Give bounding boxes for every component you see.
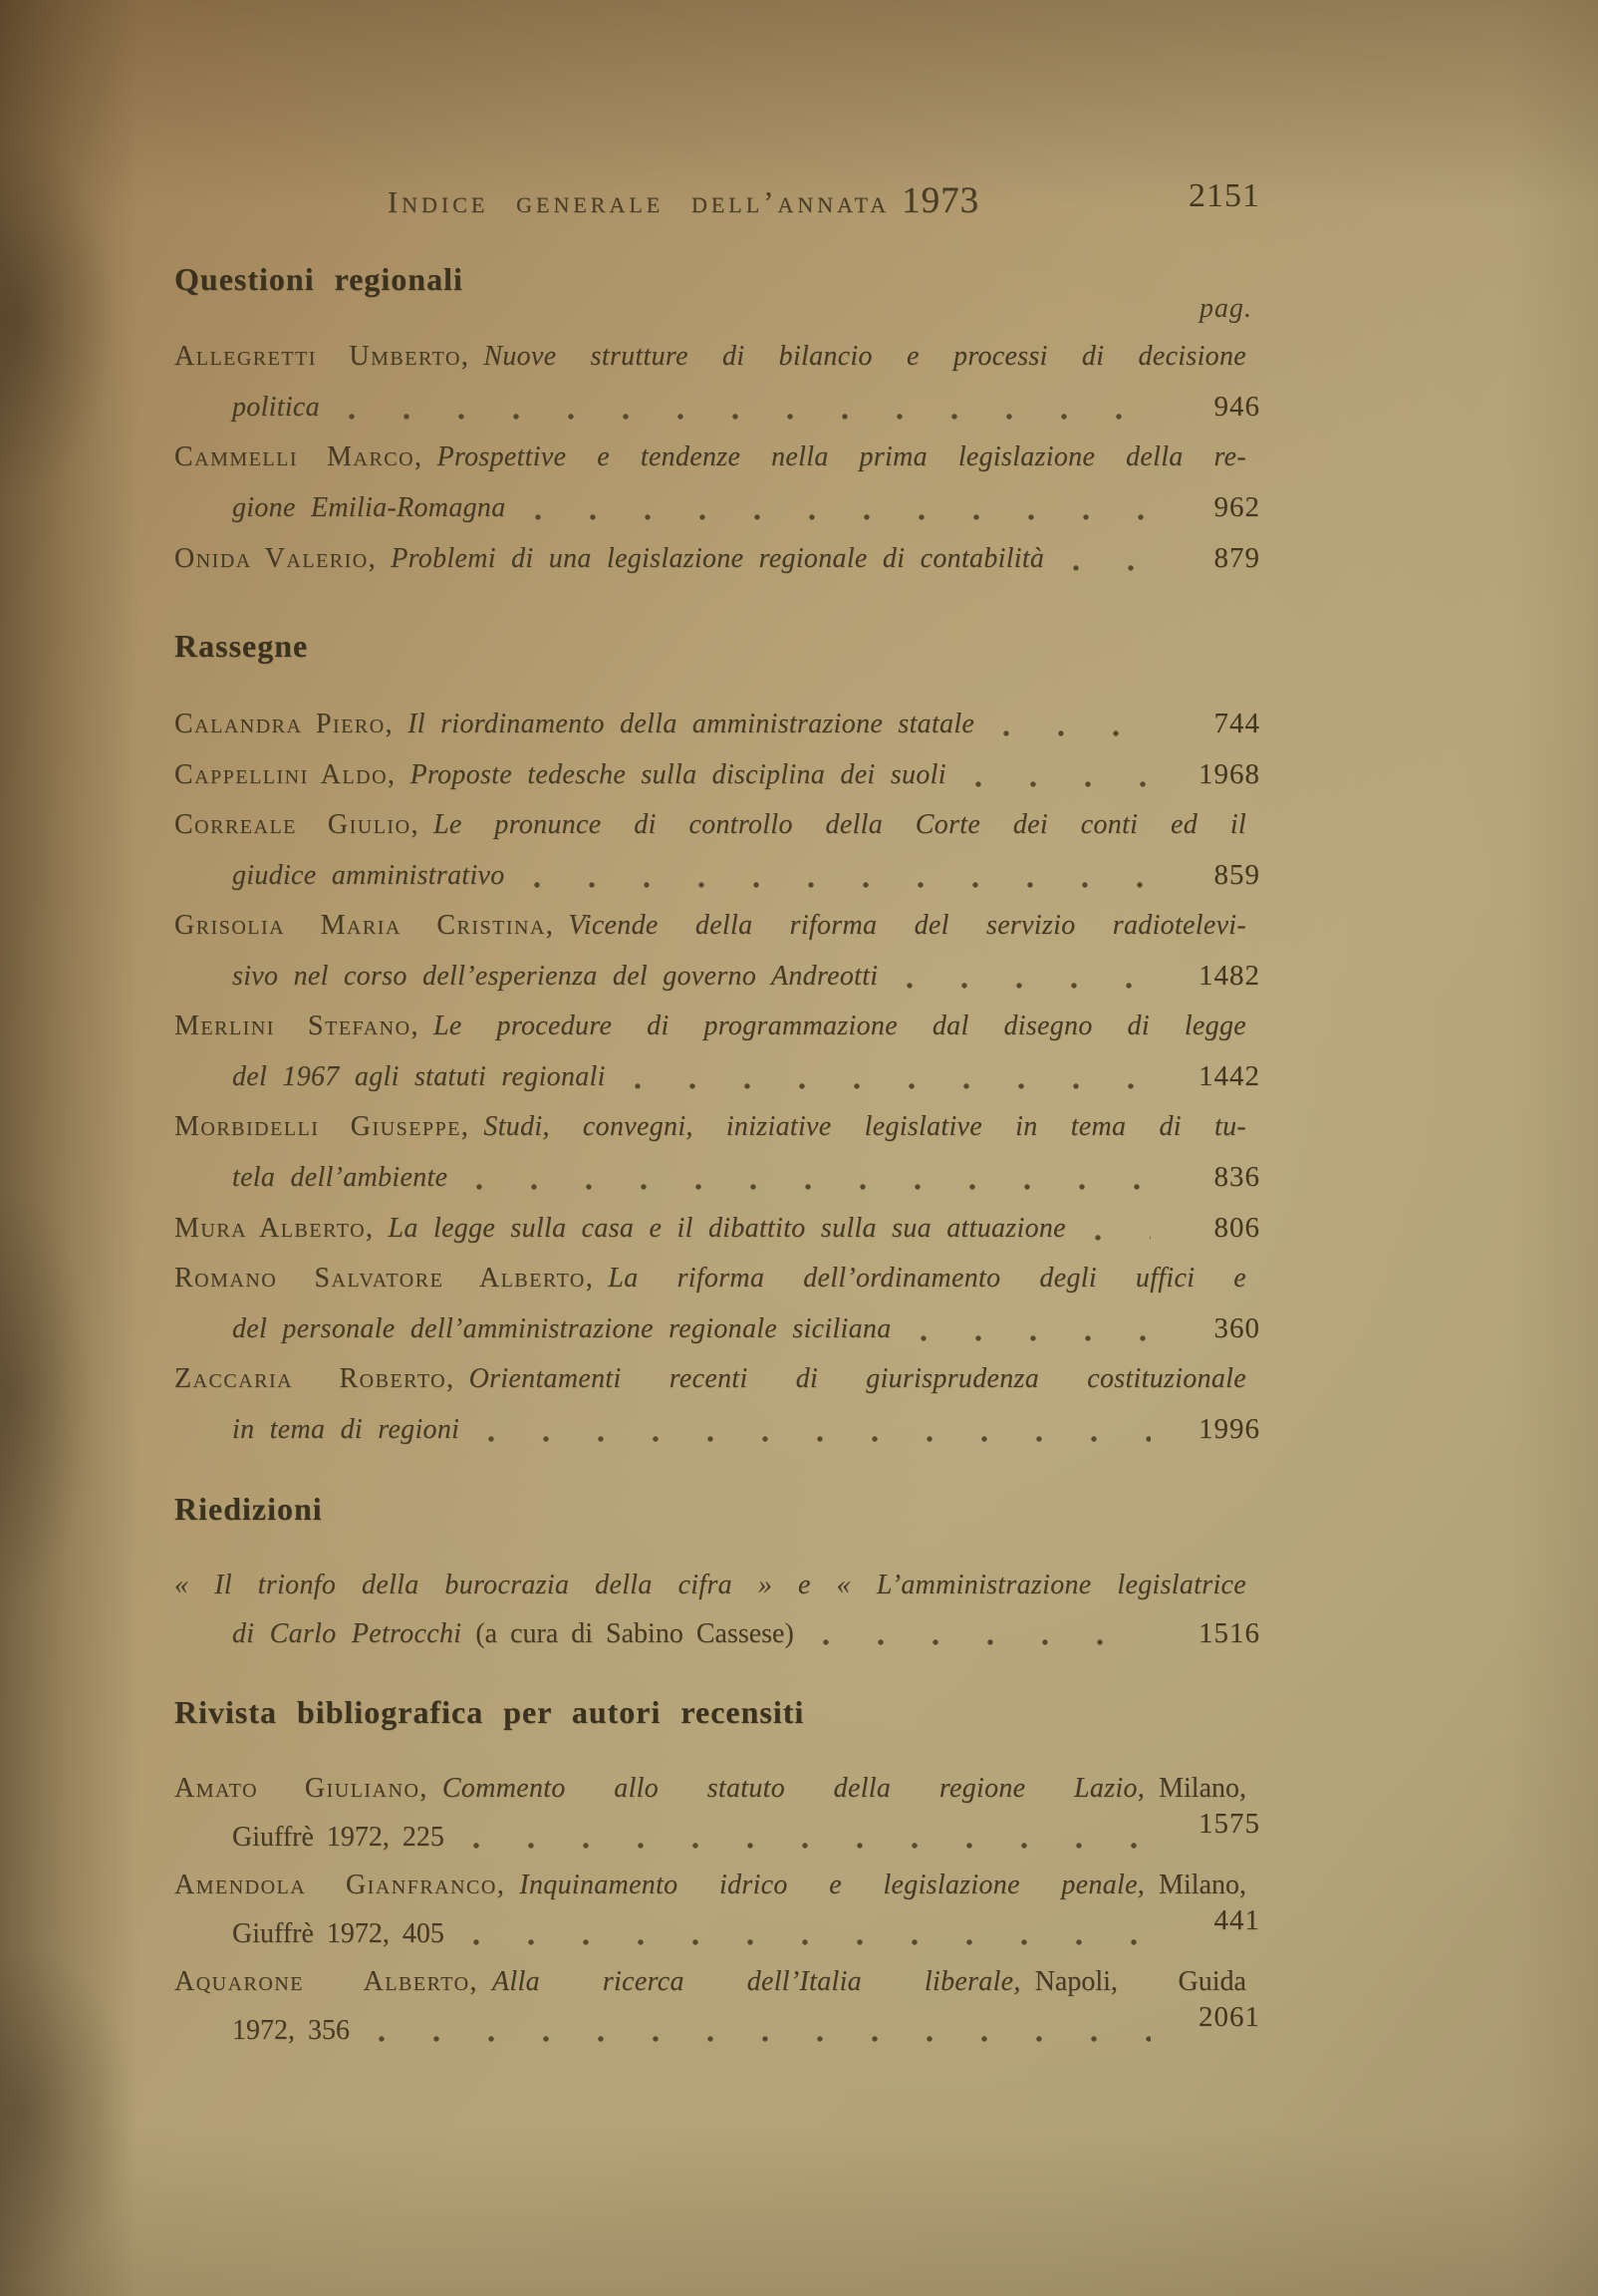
entry-title-italic: La riforma dell’ordinamento degli uffici e bbox=[608, 1263, 1247, 1293]
entry-author: Amato Giuliano, bbox=[174, 1773, 428, 1804]
entry-author: Cappellini Aldo, bbox=[174, 759, 397, 790]
entry-title-italic: Problemi di una legislazione regionale di contabilità bbox=[391, 543, 1045, 574]
entry-first-line bbox=[174, 1765, 1260, 1813]
entry-author: Correale Giulio, bbox=[174, 809, 420, 840]
entry-page-number: 360 bbox=[1213, 1312, 1260, 1344]
entry-title-italic: Le procedure di programmazione dal disegno di legge bbox=[433, 1010, 1246, 1041]
index-entry bbox=[174, 1254, 1260, 1354]
entry-author: Calandra Piero, bbox=[174, 709, 395, 739]
entry-page-number: 1968 bbox=[1198, 758, 1260, 790]
entry-title-italic: Orientamenti recenti di giurisprudenza costituzionale bbox=[468, 1363, 1246, 1394]
dot-leader bbox=[533, 881, 1151, 889]
entry-author: Mura Alberto, bbox=[174, 1213, 375, 1244]
entry-page-number: 806 bbox=[1213, 1212, 1260, 1244]
entry-continuation-italic: tela dell’ambiente bbox=[232, 1162, 448, 1193]
page-title-text: Indice generale dell’annata bbox=[387, 184, 891, 219]
entry-first-line bbox=[174, 699, 1260, 749]
entry-page-number: 441 bbox=[1213, 1904, 1260, 1936]
section-entries bbox=[174, 1765, 1260, 2055]
entry-page-number: 946 bbox=[1213, 391, 1260, 423]
index-entry bbox=[174, 432, 1260, 533]
entry-page-number: 1996 bbox=[1198, 1413, 1260, 1445]
dot-leader bbox=[974, 780, 1151, 788]
dot-leader bbox=[378, 2035, 1151, 2043]
entry-first-line bbox=[174, 901, 1260, 951]
entry-author: Onida Valerio, bbox=[174, 543, 378, 574]
section-heading: Rivista bibliografica per autori recensiti bbox=[174, 1694, 805, 1730]
entry-author: Allegretti Umberto, bbox=[174, 341, 470, 372]
dot-leader bbox=[472, 1938, 1151, 1946]
entry-continuation-italic: politica bbox=[232, 392, 320, 423]
entry-second-line bbox=[174, 1303, 1260, 1354]
page-title-year: 1973 bbox=[902, 180, 980, 221]
index-section bbox=[174, 261, 1260, 584]
entry-author: Morbidelli Giuseppe, bbox=[174, 1111, 470, 1142]
entry-page-number: 962 bbox=[1213, 491, 1260, 523]
entry-first-line bbox=[174, 533, 1260, 584]
entry-continuation-italic: sivo nel corso dell’esperienza del governo Andreotti bbox=[232, 961, 879, 992]
entry-second-line bbox=[174, 1152, 1260, 1203]
section-heading: Rassegne bbox=[174, 628, 309, 664]
running-header bbox=[174, 179, 1260, 223]
index-entry bbox=[174, 1765, 1260, 1862]
entry-continuation-italic: gione Emilia-Romagna bbox=[232, 492, 506, 523]
section-heading: Riedizioni bbox=[174, 1491, 323, 1527]
index-entry bbox=[174, 1002, 1260, 1102]
entry-first-line bbox=[174, 432, 1260, 482]
dot-leader bbox=[348, 413, 1151, 421]
index-entry bbox=[174, 533, 1260, 584]
entry-title-italic: Prospettive e tendenze nella prima legislazione della re- bbox=[436, 441, 1246, 472]
dot-leader bbox=[1094, 1234, 1151, 1242]
section-entries bbox=[174, 699, 1260, 1455]
entry-author: Amendola Gianfranco, bbox=[174, 1869, 506, 1900]
dot-leader bbox=[1002, 729, 1151, 737]
entry-first-line bbox=[174, 1002, 1260, 1051]
entry-first-line bbox=[174, 1862, 1260, 1909]
entry-title-italic: La legge sulla casa e il dibattito sulla sua attuazione bbox=[388, 1213, 1066, 1244]
entry-first-line bbox=[174, 1254, 1260, 1303]
index-section bbox=[174, 628, 1260, 1455]
index-section bbox=[174, 1491, 1260, 1658]
entry-first-line bbox=[174, 1203, 1260, 1254]
dot-leader bbox=[906, 982, 1151, 990]
entry-first-line bbox=[174, 1102, 1260, 1152]
entry-author: Merlini Stefano, bbox=[174, 1010, 420, 1041]
entry-author: Cammelli Marco, bbox=[174, 441, 423, 472]
dot-leader bbox=[634, 1082, 1151, 1090]
index-section bbox=[174, 1694, 1260, 2055]
entry-page-number: 1482 bbox=[1198, 960, 1260, 992]
entry-page-number: 859 bbox=[1213, 859, 1260, 891]
entry-title-italic: Il riordinamento della amministrazione statale bbox=[407, 709, 975, 739]
entry-second-line bbox=[174, 951, 1260, 1002]
dot-leader bbox=[475, 1183, 1151, 1191]
dot-leader bbox=[1072, 564, 1151, 572]
entry-author: Aquarone Alberto, bbox=[174, 1966, 479, 1997]
page-title bbox=[140, 179, 1226, 222]
index-entry bbox=[174, 901, 1260, 1002]
entry-second-line bbox=[174, 850, 1260, 901]
entry-title-roman: Milano, bbox=[1159, 1773, 1247, 1804]
dot-leader bbox=[472, 1842, 1151, 1850]
entry-author: Zaccaria Roberto, bbox=[174, 1363, 455, 1394]
index-entry bbox=[174, 1862, 1260, 1958]
entry-title-italic: Studi, convegni, iniziative legislative in tema di tu- bbox=[483, 1111, 1247, 1142]
entry-continuation-italic: giudice amministrativo bbox=[232, 860, 505, 891]
entry-page-number: 1575 bbox=[1198, 1808, 1260, 1840]
index-entry bbox=[174, 749, 1260, 800]
entry-second-line bbox=[174, 482, 1260, 533]
pag-column-label: pag. bbox=[1199, 293, 1252, 324]
entry-continuation-italic: del 1967 agli statuti regionali bbox=[232, 1061, 606, 1092]
index-entry bbox=[174, 332, 1260, 432]
entry-page-number: 836 bbox=[1213, 1161, 1260, 1193]
entry-page-number: 1442 bbox=[1198, 1060, 1260, 1092]
entry-author: Romano Salvatore Alberto, bbox=[174, 1263, 595, 1293]
entry-second-line bbox=[174, 1808, 1260, 1862]
entry-title-italic: Vicende della riforma del servizio radiotelevi- bbox=[568, 910, 1246, 941]
index-entry bbox=[174, 1562, 1260, 1658]
entry-page-number: 1516 bbox=[1198, 1617, 1260, 1649]
entry-continuation-roman: 1972, 356 bbox=[232, 2015, 350, 2046]
entry-second-line bbox=[174, 1051, 1260, 1102]
entry-author: Grisolia Maria Cristina, bbox=[174, 910, 555, 941]
entry-second-line bbox=[174, 1609, 1260, 1658]
entry-continuation-italic: di Carlo Petrocchi bbox=[232, 1618, 462, 1649]
entry-title-italic: Le pronunce di controllo della Corte dei conti ed il bbox=[433, 809, 1246, 840]
index-sections bbox=[174, 0, 1260, 2055]
index-entry bbox=[174, 699, 1260, 749]
dot-leader bbox=[487, 1435, 1151, 1443]
index-entry bbox=[174, 800, 1260, 901]
entry-first-line bbox=[174, 1958, 1260, 2006]
index-entry bbox=[174, 1354, 1260, 1455]
folio-page-number: 2151 bbox=[1189, 177, 1260, 214]
entry-title-italic: Proposte tedesche sulla disciplina dei suoli bbox=[409, 759, 946, 790]
entry-second-line bbox=[174, 382, 1260, 432]
section-heading: Questioni regionali bbox=[174, 261, 463, 297]
index-entry bbox=[174, 1102, 1260, 1203]
entry-title-roman: Napoli, Guida bbox=[1034, 1966, 1246, 1997]
section-entries bbox=[174, 1562, 1260, 1658]
entry-first-line bbox=[174, 800, 1260, 850]
index-entry bbox=[174, 1203, 1260, 1254]
dot-leader bbox=[534, 513, 1151, 521]
entry-second-line bbox=[174, 1904, 1260, 1958]
entry-second-line bbox=[174, 2001, 1260, 2055]
entry-page-number: 879 bbox=[1213, 542, 1260, 574]
entry-title-italic: Inquinamento idrico e legislazione penale, bbox=[519, 1869, 1146, 1900]
dot-leader bbox=[822, 1638, 1151, 1646]
entry-continuation-roman: Giuffrè 1972, 225 bbox=[232, 1822, 444, 1853]
entry-page-number: 2061 bbox=[1198, 2001, 1260, 2033]
entry-page-number: 744 bbox=[1213, 708, 1260, 739]
page-content bbox=[174, 0, 1260, 2296]
section-entries bbox=[174, 332, 1260, 584]
entry-second-line bbox=[174, 1404, 1260, 1455]
entry-first-line bbox=[174, 1354, 1260, 1404]
entry-title-italic: Nuove strutture di bilancio e processi di decisione bbox=[483, 341, 1246, 372]
entry-title-italic: Alla ricerca dell’Italia liberale, bbox=[492, 1966, 1021, 1997]
entry-continuation-italic: in tema di regioni bbox=[232, 1414, 460, 1445]
entry-title-italic: « Il trionfo della burocrazia della cifra » e « L’amministrazione legislatrice bbox=[174, 1570, 1246, 1600]
entry-continuation-roman: (a cura di Sabino Cassese) bbox=[475, 1618, 794, 1649]
entry-first-line bbox=[174, 1562, 1260, 1609]
entry-title-roman: Milano, bbox=[1159, 1869, 1246, 1900]
dot-leader bbox=[920, 1334, 1151, 1342]
entry-first-line bbox=[174, 332, 1260, 382]
index-entry bbox=[174, 1958, 1260, 2055]
entry-first-line bbox=[174, 749, 1260, 800]
entry-continuation-roman: Giuffrè 1972, 405 bbox=[232, 1918, 444, 1949]
entry-continuation-italic: del personale dell’amministrazione regionale siciliana bbox=[232, 1313, 892, 1344]
entry-title-italic: Commento allo statuto della regione Lazio, bbox=[441, 1773, 1146, 1804]
